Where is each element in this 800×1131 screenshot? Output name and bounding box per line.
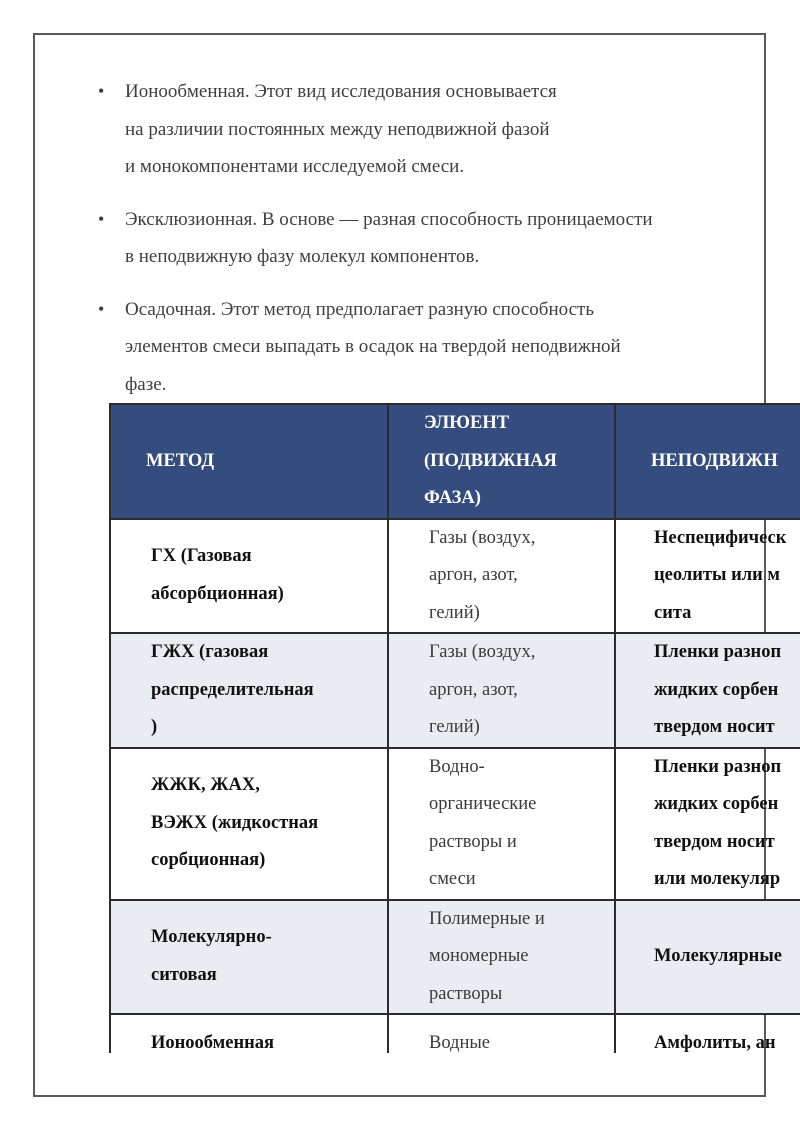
bullet-line: фазе. xyxy=(125,373,167,395)
cell-eluent: Газы (воздух, аргон, азот, гелий) xyxy=(388,633,615,748)
header-stationary: НЕПОДВИЖН xyxy=(615,404,800,519)
bullet-dot-icon: • xyxy=(98,298,105,319)
header-method: МЕТОД xyxy=(110,404,388,519)
cell-stationary: Неспецифическ цеолиты или м сита xyxy=(615,519,800,634)
bullet-dot-icon: • xyxy=(98,208,105,229)
bullet-line: в неподвижную фазу молекул компонентов. xyxy=(125,246,480,267)
table-row xyxy=(110,1014,800,1053)
table-row xyxy=(110,519,800,634)
cell-eluent: Водные xyxy=(388,1014,615,1053)
cell-stationary: Пленки разноп жидких сорбен твердом носит xyxy=(615,633,800,748)
bullet-line: Ионообменная. Этот вид исследования основывается xyxy=(125,81,557,102)
bullet-line: на различии постоянных между неподвижной фазой xyxy=(125,118,550,140)
bullet-item-exclusion xyxy=(98,201,738,276)
cell-eluent: Полимерные и мономерные растворы xyxy=(388,900,615,1015)
bullet-line: Эксклюзионная. В основе — разная способность проницаемости xyxy=(125,208,653,230)
bullet-line: элементов смеси выпадать в осадок на твердой неподвижной xyxy=(125,336,621,357)
bullet-list xyxy=(98,73,738,418)
cell-method: ЖЖК, ЖАХ, ВЭЖХ (жидкостная сорбционная) xyxy=(110,748,388,900)
cell-stationary: Молекулярные xyxy=(615,900,800,1015)
cell-method: ГЖХ (газовая распределительная ) xyxy=(110,633,388,748)
cell-eluent: Газы (воздух, аргон, азот, гелий) xyxy=(388,519,615,634)
table-header-row xyxy=(110,404,800,519)
table-row xyxy=(110,748,800,900)
cell-method: Ионообменная xyxy=(110,1014,388,1053)
methods-table-wrapper xyxy=(109,403,800,1053)
bullet-line: и монокомпонентами исследуемой смеси. xyxy=(125,156,465,177)
bullet-dot-icon: • xyxy=(98,81,105,101)
table-row xyxy=(110,900,800,1015)
cell-eluent: Водно- органические растворы и смеси xyxy=(388,748,615,900)
bullet-line: Осадочная. Этот метод предполагает разную способность xyxy=(125,298,594,320)
header-eluent: ЭЛЮЕНТ (ПОДВИЖНАЯ ФАЗА) xyxy=(388,404,615,519)
bullet-item-sedimentation xyxy=(98,291,738,404)
table-row xyxy=(110,633,800,748)
cell-stationary: Пленки разноп жидких сорбен твердом носит или молекуляр xyxy=(615,748,800,900)
cell-method: Молекулярно- ситовая xyxy=(110,900,388,1015)
cell-stationary: Амфолиты, ан xyxy=(615,1014,800,1053)
bullet-item-ion-exchange xyxy=(98,73,738,186)
cell-method: ГХ (Газовая абсорбционная) xyxy=(110,519,388,634)
methods-table xyxy=(109,403,800,1053)
